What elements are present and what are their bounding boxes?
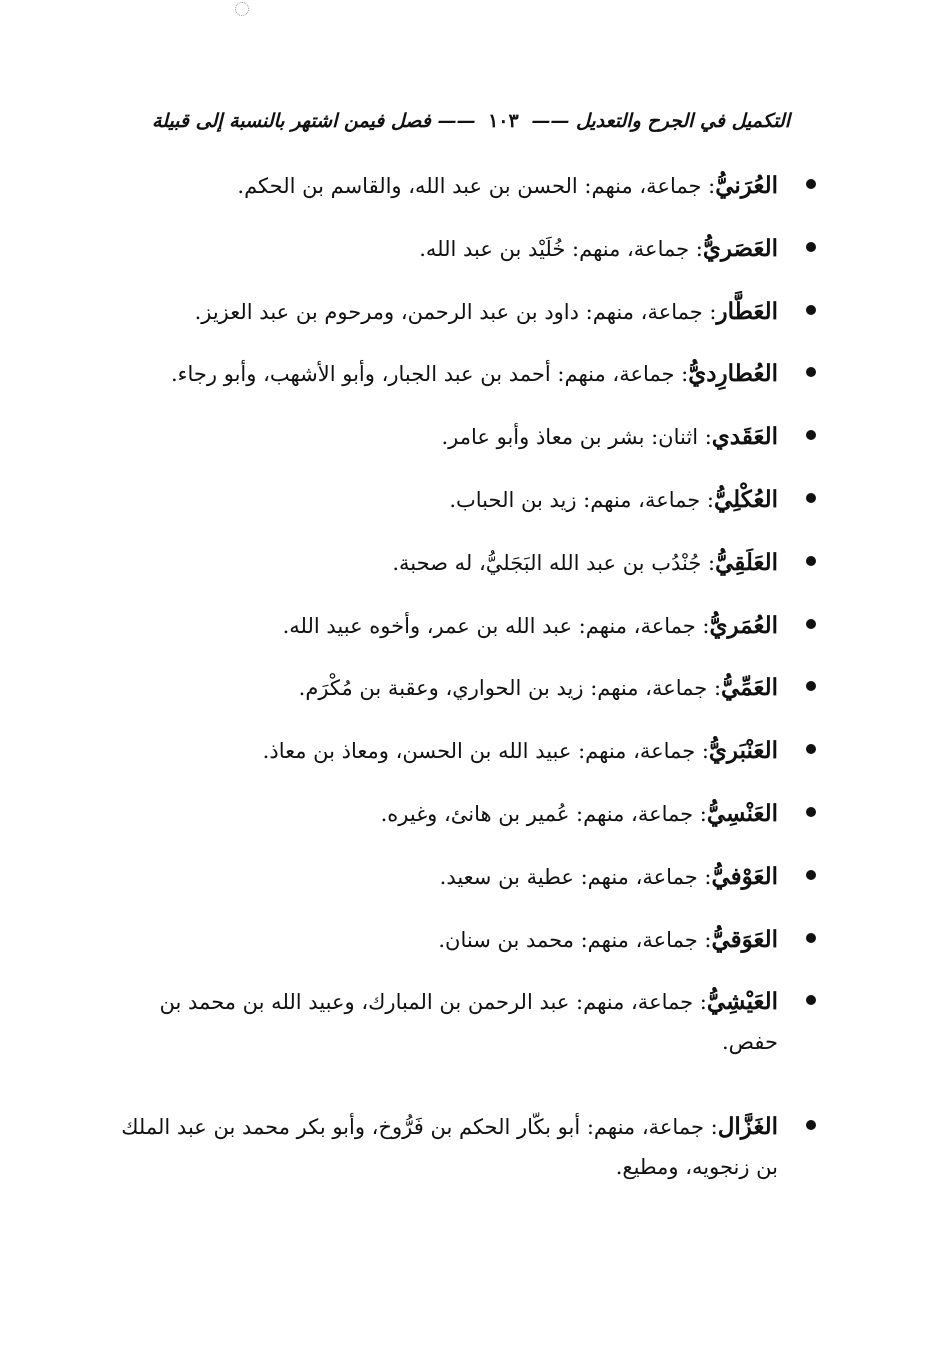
bullet-icon — [806, 933, 816, 943]
entry-text: : جماعة، منهم: الحسن بن عبد الله، والقاسم بن الحكم. — [237, 174, 716, 198]
entry-text: : جماعة، منهم: خُلَيْد بن عبد الله. — [419, 236, 703, 261]
entry-text: : جماعة، منهم: عبد الله بن عمر، وأخوه عبيد الله. — [282, 613, 710, 638]
entry-name: العُكْلِيُّ — [714, 485, 778, 513]
entry-name: العَوْفيُّ — [711, 862, 778, 890]
list-item — [100, 229, 820, 292]
bullet-icon — [806, 367, 816, 377]
bullet-icon — [806, 995, 816, 1005]
bullet-icon — [806, 556, 816, 566]
entry-name: العُرَنيُّ — [715, 172, 778, 199]
entry-name: الغَزَّال — [717, 1113, 778, 1141]
list-item — [100, 354, 820, 417]
bullet-icon — [806, 1120, 816, 1130]
entry-text: : جماعة، منهم: زيد بن الحواري، وعقبة بن مُكْرَم. — [298, 676, 722, 701]
entry-text: : جماعة، منهم: داود بن عبد الرحمن، ومرحوم بن عبد العزيز. — [194, 299, 717, 324]
header-dash: —— — [531, 110, 570, 132]
bullet-icon — [806, 807, 816, 817]
page-number: ١٠٣ — [488, 110, 519, 132]
entry-text: : اثنان: بشر بن معاذ وأبو عامر. — [441, 425, 712, 450]
entry-name: العَنْبَريُّ — [708, 737, 778, 765]
entry-text: : جماعة، منهم: عبد الرحمن بن المبارك، وعبيد الله بن محمد بن حفص. — [159, 990, 778, 1055]
bullet-icon — [806, 242, 816, 252]
bullet-icon — [806, 305, 816, 315]
list-item — [100, 857, 820, 920]
bullet-icon — [806, 493, 816, 503]
bullet-icon — [806, 681, 816, 691]
bullet-icon — [806, 870, 816, 880]
scan-speck — [235, 2, 249, 16]
entry-name: العَلَقِيُّ — [715, 548, 778, 576]
entry-text: : جماعة، منهم: زيد بن الحباب. — [449, 487, 715, 512]
entry-name: العَوَقيُّ — [711, 925, 778, 953]
list-item — [100, 794, 820, 857]
list-item — [100, 731, 820, 794]
entry-text: : جُنْدُب بن عبد الله البَجَليُّ، له صحبة. — [392, 550, 716, 575]
list-item — [100, 1107, 820, 1232]
entry-name: العَصَريُّ — [702, 234, 778, 262]
bullet-icon — [806, 179, 816, 189]
bullet-icon — [806, 430, 816, 440]
entry-name: العَنْسِيُّ — [706, 799, 778, 827]
list-item — [100, 982, 820, 1107]
entry-name: العَطَّار — [716, 297, 778, 325]
bullet-icon — [806, 744, 816, 754]
bullet-icon — [806, 619, 816, 629]
entry-name: العُمَريُّ — [709, 611, 778, 639]
entry-text: : جماعة، منهم: عطية بن سعيد. — [439, 864, 712, 889]
entry-name: العُطارِديُّ — [688, 360, 778, 388]
list-item — [100, 606, 820, 669]
header-dash: —— — [437, 110, 476, 132]
list-item — [100, 668, 820, 731]
header-left-title: التكميل في الجرح والتعديل — [575, 110, 790, 132]
entry-name: العَقَدي — [711, 423, 778, 451]
header-right-title: فصل فيمن اشتهر بالنسبة إلى قبيلة — [151, 110, 431, 132]
entry-text: : جماعة، منهم: محمد بن سنان. — [438, 927, 712, 952]
list-item — [100, 292, 820, 355]
entry-text: : جماعة، منهم: عُمير بن هانئ، وغيره. — [380, 801, 707, 826]
list-item — [100, 480, 820, 543]
list-item — [100, 166, 820, 229]
list-item — [100, 417, 820, 480]
list-item — [100, 920, 820, 983]
entry-text: : جماعة، منهم: أحمد بن عبد الجبار، وأبو الأشهب، وأبو رجاء. — [170, 362, 689, 387]
entry-list — [100, 166, 820, 1232]
entry-text: : جماعة، منهم: أبو بكّار الحكم بن فَرُّوخ، وأبو بكر محمد بن عبد الملك بن زنجويه، ومطيع. — [121, 1115, 778, 1180]
entry-text: : جماعة، منهم: عبيد الله بن الحسن، ومعاذ بن معاذ. — [262, 739, 709, 764]
running-header — [120, 106, 790, 136]
entry-name: العَمِّيُّ — [721, 674, 778, 702]
list-item — [100, 543, 820, 606]
entry-name: العَيْشِيُّ — [706, 988, 778, 1016]
